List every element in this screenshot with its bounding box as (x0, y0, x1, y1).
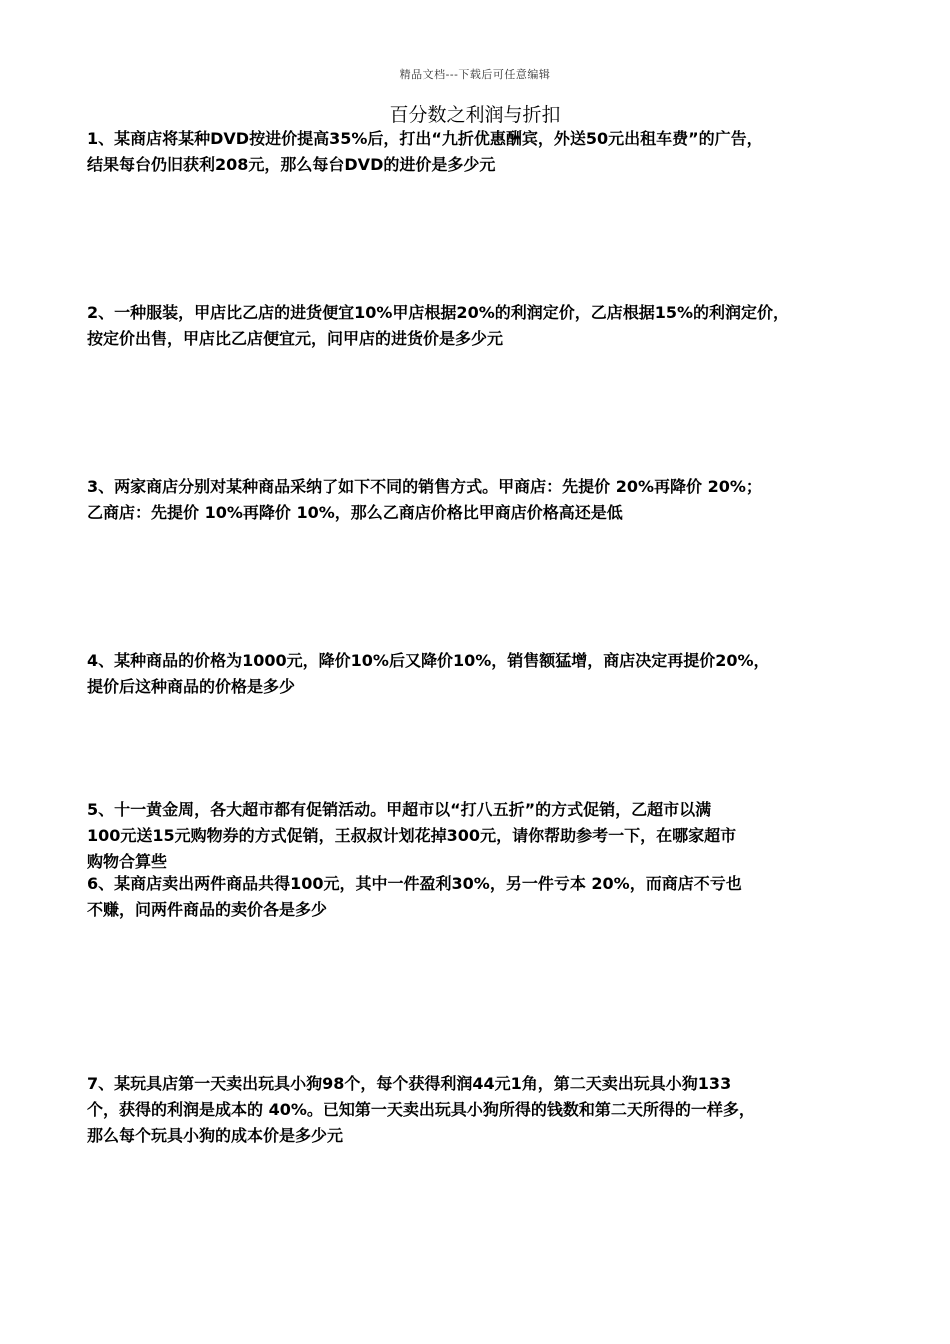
question-line: 7、某玩具店第一天卖出玩具小狗98个，每个获得利润44元1角，第二天卖出玩具小狗133 (87, 1074, 732, 1093)
question-line: 不赚，问两件商品的卖价各是多少 (87, 900, 328, 919)
question-1 (87, 126, 887, 178)
question-line: 结果每台仍旧获利208元，那么每台DVD的进价是多少元 (87, 155, 496, 174)
question-line: 乙商店：先提价 10%再降价 10%，那么乙商店价格比甲商店价格高还是低 (87, 503, 623, 522)
question-line: 购物合算些 (87, 852, 168, 871)
question-2 (87, 300, 887, 352)
question-line: 4、某种商品的价格为1000元，降价10%后又降价10%，销售额猛增，商店决定再提价20%， (87, 651, 770, 670)
question-line: 2、一种服装，甲店比乙店的进货便宜10%甲店根据20%的利润定价，乙店根据15%的利润定价， (87, 303, 790, 322)
question-6 (87, 871, 887, 923)
question-line: 1、某商店将某种DVD按进价提高35%后，打出“九折优惠酬宾，外送50元出租车费”的广告， (87, 129, 763, 148)
question-4 (87, 648, 887, 700)
question-line: 按定价出售，甲店比乙店便宜元，问甲店的进货价是多少元 (87, 329, 504, 348)
question-line: 个，获得的利润是成本的 40%。已知第一天卖出玩具小狗所得的钱数和第二天所得的一样多， (87, 1100, 755, 1119)
question-5 (87, 797, 887, 875)
question-line: 6、某商店卖出两件商品共得100元，其中一件盈利30%，另一件亏本 20%，而商店不亏也 (87, 874, 742, 893)
question-line: 100元送15元购物券的方式促销，王叔叔计划花掉300元，请你帮助参考一下，在哪家超市 (87, 826, 737, 845)
question-line: 提价后这种商品的价格是多少 (87, 677, 296, 696)
page-title: 百分数之利润与折扣 (389, 104, 561, 126)
question-line: 5、十一黄金周，各大超市都有促销活动。甲超市以“打八五折”的方式促销，乙超市以满 (87, 800, 712, 819)
question-7 (87, 1071, 887, 1149)
question-line: 那么每个玩具小狗的成本价是多少元 (87, 1126, 344, 1145)
question-3 (87, 474, 887, 526)
page-header: 精品文档---下载后可任意编辑 (399, 68, 551, 81)
question-line: 3、两家商店分别对某种商品采纳了如下不同的销售方式。甲商店：先提价 20%再降价 20%； (87, 477, 762, 496)
